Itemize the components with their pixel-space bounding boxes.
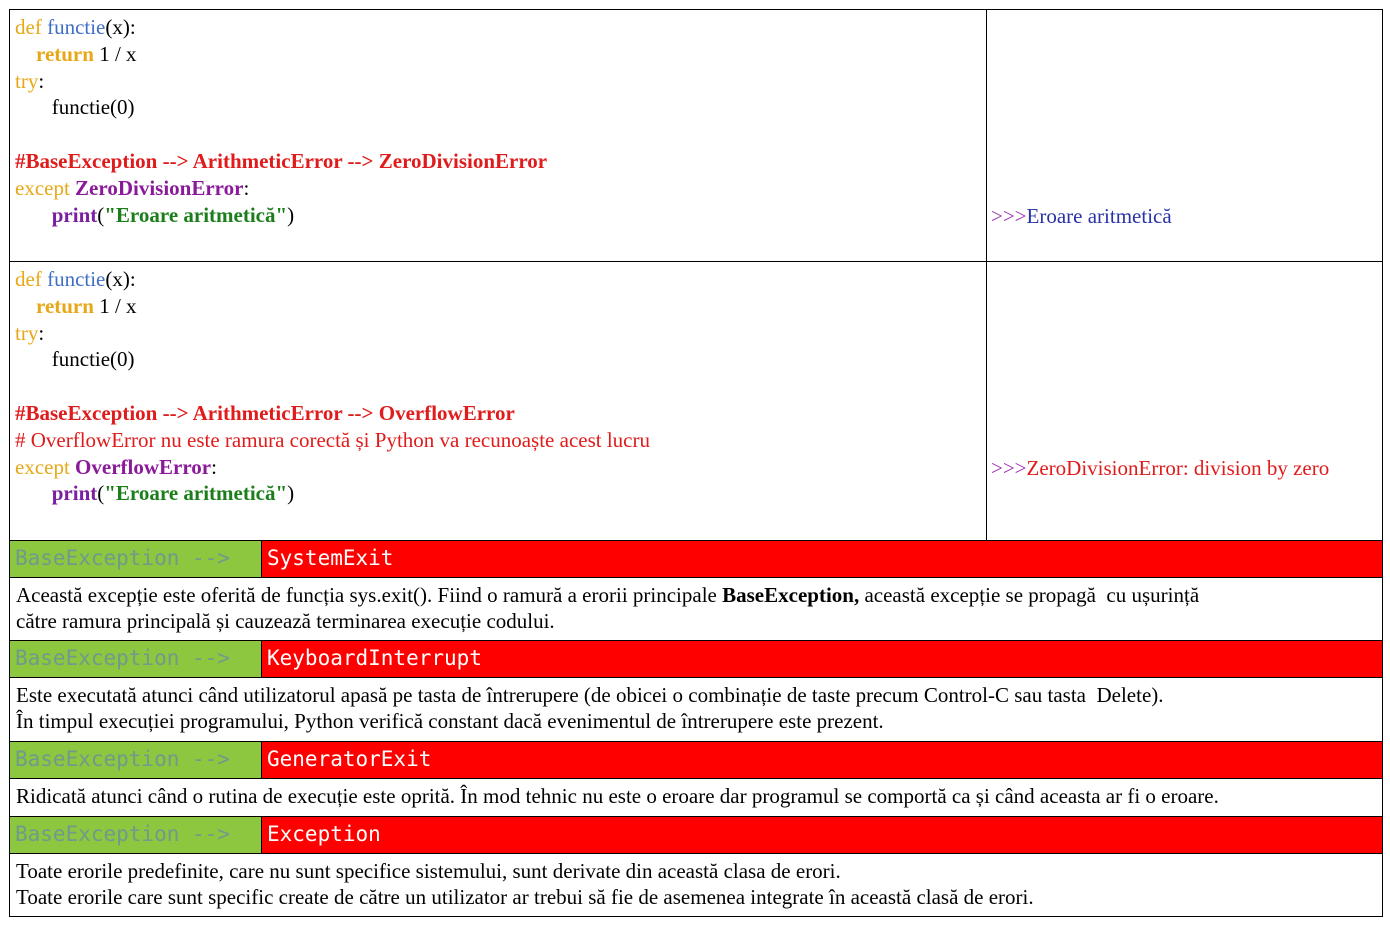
- section-header-exception: [10, 817, 1382, 854]
- description-text: Ridicată atunci când o rutina de execuție este oprită. În mod tehnic nu este o eroare dar programul se comportă ca și când aceasta ar fi o eroare.: [16, 784, 1219, 808]
- description-line: [16, 608, 1382, 634]
- code-token: :: [38, 320, 45, 345]
- code-line: [15, 266, 986, 293]
- code-line: [15, 148, 986, 175]
- output-line-2: [991, 456, 1329, 481]
- exception-name: SystemExit: [267, 546, 394, 570]
- output-text: ZeroDivisionError: division by zero: [1026, 456, 1330, 480]
- code-token: 1 / x: [93, 293, 137, 318]
- code-line: [15, 68, 986, 95]
- description-text: Toate erorile predefinite, care nu sunt specifice sistemului, sunt derivate din această clasa de erori.: [16, 859, 841, 883]
- section-header-systemexit: [10, 541, 1382, 578]
- code-token: (: [97, 481, 105, 506]
- section-desc-systemexit: [10, 578, 1382, 641]
- code-token: [15, 203, 52, 227]
- description-text: către ramura principală și cauzează terminarea execuție codului.: [16, 609, 555, 633]
- description-line: [16, 884, 1382, 910]
- code-line: [15, 202, 986, 229]
- code-token: 1 / x: [93, 41, 137, 66]
- code-token: try: [15, 68, 39, 93]
- output-prompt: >>>: [991, 456, 1027, 480]
- code-block-1: [10, 10, 987, 261]
- code-line: [15, 373, 986, 400]
- code-token: # OverflowError nu este ramura corectă și Python va recunoaște acest lucru: [15, 427, 650, 452]
- description-text: Toate erorile care sunt specific create de către un utilizator ar trebui să fie de asemenea integrate în această clasă de erori.: [16, 885, 1034, 909]
- description-line: [16, 783, 1382, 809]
- code-token: ZeroDivisionError: [75, 175, 244, 200]
- code-token: ): [287, 202, 295, 227]
- code-line: [15, 14, 986, 41]
- code-line: [15, 454, 986, 481]
- code-token: [15, 374, 20, 398]
- output-line-1: [991, 204, 1172, 229]
- code-token: return: [36, 293, 94, 318]
- bold-term: BaseException,: [722, 583, 860, 607]
- code-token: #BaseException --> ArithmeticError --> OverflowError: [15, 400, 515, 425]
- output-cell-1: [987, 10, 1382, 261]
- example-overflow-row: [10, 262, 1382, 541]
- code-token: :: [38, 68, 45, 93]
- code-token: functie(0): [15, 95, 135, 120]
- example-zero-division-row: [10, 10, 1382, 262]
- code-token: :: [243, 175, 250, 200]
- description-text: Această excepție este oferită de funcția sys.exit(). Fiind o ramură a erorii principale: [16, 583, 723, 607]
- code-token: def: [15, 15, 48, 39]
- exception-name: Exception: [267, 822, 381, 846]
- output-prompt: >>>: [991, 204, 1027, 228]
- code-token: "Eroare aritmetică": [104, 202, 288, 227]
- code-token: [15, 294, 36, 318]
- code-token: (x):: [105, 267, 136, 291]
- code-line: [15, 121, 986, 148]
- code-token: except: [15, 175, 76, 200]
- code-line: [15, 293, 986, 320]
- code-token: ): [287, 481, 295, 506]
- section-desc-keyboardinterrupt: [10, 678, 1382, 742]
- code-token: :: [211, 454, 217, 479]
- code-token: OverflowError: [75, 454, 212, 479]
- code-token: print: [51, 202, 98, 227]
- code-line: [15, 175, 986, 202]
- code-token: (: [97, 202, 105, 227]
- output-cell-2: [987, 262, 1382, 540]
- description-line: [16, 858, 1382, 884]
- description-line: [16, 708, 1382, 734]
- code-token: functie(0): [15, 347, 135, 372]
- section-desc-exception: [10, 854, 1382, 916]
- description-text: această excepție se propagă cu ușurință: [859, 583, 1200, 607]
- code-block-2: [10, 262, 987, 540]
- code-token: functie: [47, 15, 106, 39]
- description-text: În timpul execuției programului, Python verifică constant dacă evenimentul de întrerupere este prezent.: [16, 709, 884, 733]
- base-exception-label: BaseException -->: [10, 817, 262, 853]
- code-line: [15, 400, 986, 427]
- section-header-generatorexit: [10, 742, 1382, 779]
- code-token: (x):: [105, 15, 136, 39]
- exception-name: KeyboardInterrupt: [267, 646, 482, 670]
- output-text: Eroare aritmetică: [1026, 204, 1172, 228]
- code-token: functie: [47, 267, 106, 291]
- code-line: [15, 427, 986, 454]
- code-token: [15, 42, 36, 66]
- description-line: [16, 582, 1382, 608]
- code-token: try: [15, 320, 39, 345]
- code-token: except: [15, 454, 76, 479]
- section-desc-generatorexit: [10, 779, 1382, 817]
- code-line: [15, 94, 986, 121]
- base-exception-label: BaseException -->: [10, 541, 262, 577]
- description-text: Este executată atunci când utilizatorul apasă pe tasta de întrerupere (de obicei o combinație de taste precum Control-C sau tasta Delete).: [16, 683, 1164, 707]
- code-line: [15, 41, 986, 68]
- description-line: [16, 682, 1382, 708]
- code-token: [15, 122, 20, 146]
- base-exception-label: BaseException -->: [10, 742, 262, 778]
- section-header-keyboardinterrupt: [10, 641, 1382, 678]
- code-token: print: [51, 481, 98, 506]
- code-line: [15, 480, 986, 507]
- code-token: return: [36, 41, 94, 66]
- exception-name: GeneratorExit: [267, 747, 432, 771]
- code-token: [15, 481, 52, 505]
- code-line: [15, 346, 986, 373]
- base-exception-label: BaseException -->: [10, 641, 262, 677]
- code-token: #BaseException --> ArithmeticError --> ZeroDivisionError: [15, 148, 548, 173]
- code-token: "Eroare aritmetică": [104, 481, 288, 506]
- exceptions-document: [9, 9, 1383, 917]
- code-line: [15, 320, 986, 347]
- code-token: def: [15, 267, 48, 291]
